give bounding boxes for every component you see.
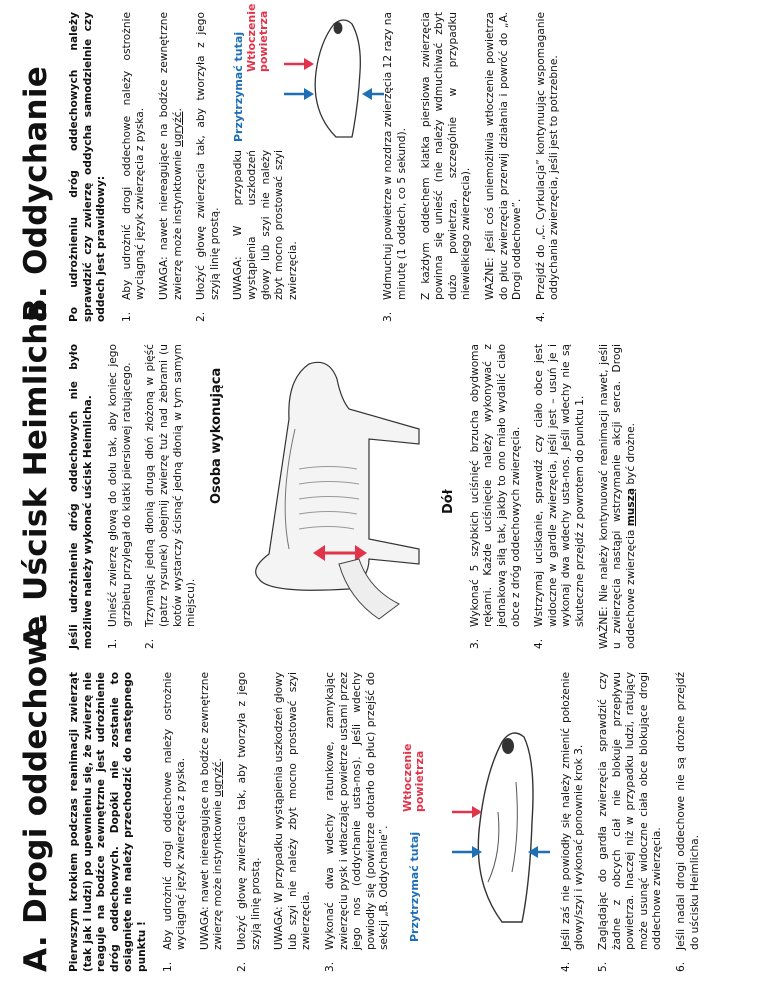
item-number: 6. [675, 961, 688, 972]
item-number: 3. [468, 638, 481, 649]
item-text: Aby udrożnić drogi oddechowe należy ostrożnie wyciągnąć język zwierzęcia z pyska. [161, 672, 188, 950]
info-note: Z każdym oddechem klatka piersiowa zwierzęcia powinna się unieść (nie należy wdmuchiwać zbyt dużo powietrza, szczególnie w przypadku niewielkiego zwierzęcia). [419, 12, 473, 300]
list-item [121, 12, 148, 322]
list-item [535, 12, 562, 322]
item-number: 2. [144, 638, 157, 649]
section-title: A. Drogi oddechowe [18, 615, 54, 972]
item-text: Unieść zwierzę głową do dołu tak, aby koniec jego grzbietu przylegał do klatki piersiowej ratującego. [107, 344, 133, 627]
warning-note: UWAGA: nawet niereagujące na bodźce zewnętrzne zwierzę może instynktownie ugryźć. [157, 12, 184, 300]
item-number: 1. [120, 311, 133, 322]
item-text: Jeśli nadal drogi oddechowe nie są drożne przejdź do uścisku Heimlicha. [675, 672, 701, 950]
section-airway [0, 615, 768, 972]
list-item [162, 672, 189, 972]
air-in-label: Wtłoczenie powietrza [245, 3, 271, 72]
list-item [236, 672, 263, 972]
item-number: 4. [533, 638, 546, 649]
section-breathing [0, 3, 768, 322]
item-text: Ułożyć głowę zwierzęcia tak, aby tworzyła z jego szyją linię prostą. [195, 12, 221, 300]
list-item [195, 12, 222, 322]
hold-here-label: Przytrzymać tutaj [232, 31, 246, 142]
section-title: B. Oddychanie [18, 65, 54, 322]
item-text: Wstrzymaj uciskanie, sprawdź czy ciało obce jest widoczne w gardle zwierzęcia, jeśli jest – usuń je i wykonaj dwa wdechy usta-nos. Jeśli wdechy nie są skuteczne przejdź z powrotem do punktu 1. [533, 344, 586, 627]
list-item [560, 672, 587, 972]
dog-muzzle-illustration [276, 12, 386, 142]
item-number: 1. [161, 961, 174, 972]
item-text: Trzymając jedną dłonią drugą dłoń złożoną w pięść (patrz rysunek) obejmij zwierzę tuż nad żebrami (u kotów wystarczy ścisnąć jedną dłonią w tym samym miejscu). [144, 344, 198, 627]
list-item [324, 672, 392, 972]
list-item [107, 344, 134, 649]
item-text: Wdmuchuj powietrze w nozdrza zwierzęcia 12 razy na minutę (1 oddech, co 5 sekund). [382, 12, 408, 300]
important-note: WAŻNE: Jeśli coś uniemożliwia wtłoczenie powietrza do płuc zwierzęcia przerwij działania i powróć do „A. Drogi oddechowe”. [483, 12, 524, 300]
section-title: A. Uścisk Heimlicha [18, 301, 54, 649]
heimlich-figure [209, 349, 459, 649]
item-text: Ułożyć głowę zwierzęcia tak, aby tworzyła z jego szyją linię prostą. [235, 672, 262, 950]
item-number: 4. [534, 311, 547, 322]
rescue-breath-figure [232, 3, 382, 142]
rescue-breath-figure [402, 702, 552, 942]
dog-muzzle-illustration [432, 702, 552, 942]
item-number: 1. [107, 638, 120, 649]
item-text: Zaglądając do gardła zwierzęcia sprawdzić czy żadne z obcych ciał nie blokuje przepływu powietrza. Inaczej niż w przypadku ludzi, ratujący może usunąć widoczne ciała obce blokujące drogi oddechowe zwierzęcia. [597, 672, 664, 950]
figure-label-bottom: Dół [440, 489, 456, 514]
hold-here-label: Przytrzymać tutaj [407, 831, 421, 942]
item-number: 2. [235, 961, 248, 972]
item-number: 3. [382, 311, 395, 322]
list-item [533, 344, 587, 649]
item-number: 2. [195, 311, 208, 322]
list-item [382, 12, 409, 322]
section-intro: Po udrożnieniu dróg oddechowych należy sprawdzić czy zwierzę oddycha samodzielnie czy oddech jest prawidłowy: [68, 12, 108, 322]
note-with-figure [232, 3, 382, 300]
list-item [597, 672, 665, 972]
list-item [675, 672, 702, 972]
item-text: Przejdź do „C. Cyrkulacja” kontynuując wspomaganie oddychania zwierzęcia, jeśli jest to potrzebne. [534, 12, 561, 300]
item-text: Jeśli zaś nie powiodły się należy zmienić położenie głowy/szyi i wykonać ponownie krok 3. [559, 672, 586, 950]
important-note: WAŻNE: Nie należy kontynuować reanimacji nawet, jeśli u zwierzęcia nastąpi wstrzymanie akcji serca. Drogi oddechowe zwierzęcia muszą być drożne. [597, 344, 637, 649]
warning-note: UWAGA: W przypadku wystąpienia uszkodzeń głowy lub szyi nie należy zbyt mocno prostować szyi zwierzęcia. [232, 150, 299, 300]
section-intro: Pierwszym krokiem podczas reanimacji zwierząt (tak jak i ludzi) po upewnieniu się, że zwierzę nie reaguje na bodźce zewnętrzne jest udrożnienie dróg oddechowych. Dopóki nie zostanie to osiągnięte nie należy przechodzić do następnego punktu ! [68, 672, 148, 972]
item-text: Aby udrożnić drogi oddechowe należy ostrożnie wyciągnąć język zwierzęcia z pyska. [120, 12, 147, 300]
air-in-label: Wtłoczenie powietrza [400, 743, 426, 812]
item-number: 3. [323, 961, 336, 972]
warning-note: UWAGA: W przypadku wystąpienia uszkodzeń głowy lub szyi nie należy zbyt mocno prostować szyi zwierzęcia. [273, 672, 313, 950]
list-item [469, 344, 523, 649]
item-number: 4. [559, 961, 572, 972]
section-heimlich [0, 301, 768, 649]
dog-skeleton-illustration [229, 349, 439, 649]
figure-label-top: Osoba wykonująca [208, 367, 224, 504]
item-text: Wykonać dwa wdechy ratunkowe, zamykając zwierzęciu pysk i wtłaczając powietrze ustami przez jego nos (oddychanie usta-nos). Jeśli wdechy powiodły się (powietrze dotarło do płuc) przejść do sekcji „B. Oddychanie”. [323, 672, 391, 950]
section-intro: Jeśli udrożnienie dróg oddechowych nie było możliwe należy wykonać uścisk Heimlicha. [68, 344, 94, 649]
item-number: 5. [597, 961, 610, 972]
warning-note: UWAGA: nawet niereagujące na bodźce zewnętrzne zwierzę może instynktownie ugryźć. [198, 672, 225, 950]
list-item [144, 344, 198, 649]
item-text: Wykonać 5 szybkich uciśnięć brzucha obydwoma rękami. Każde uciśnięcie należy wykonywać z jednakową siłą tak, jakby to ono miało wydalić ciało obce z dróg oddechowych zwierzęcia. [468, 344, 522, 627]
